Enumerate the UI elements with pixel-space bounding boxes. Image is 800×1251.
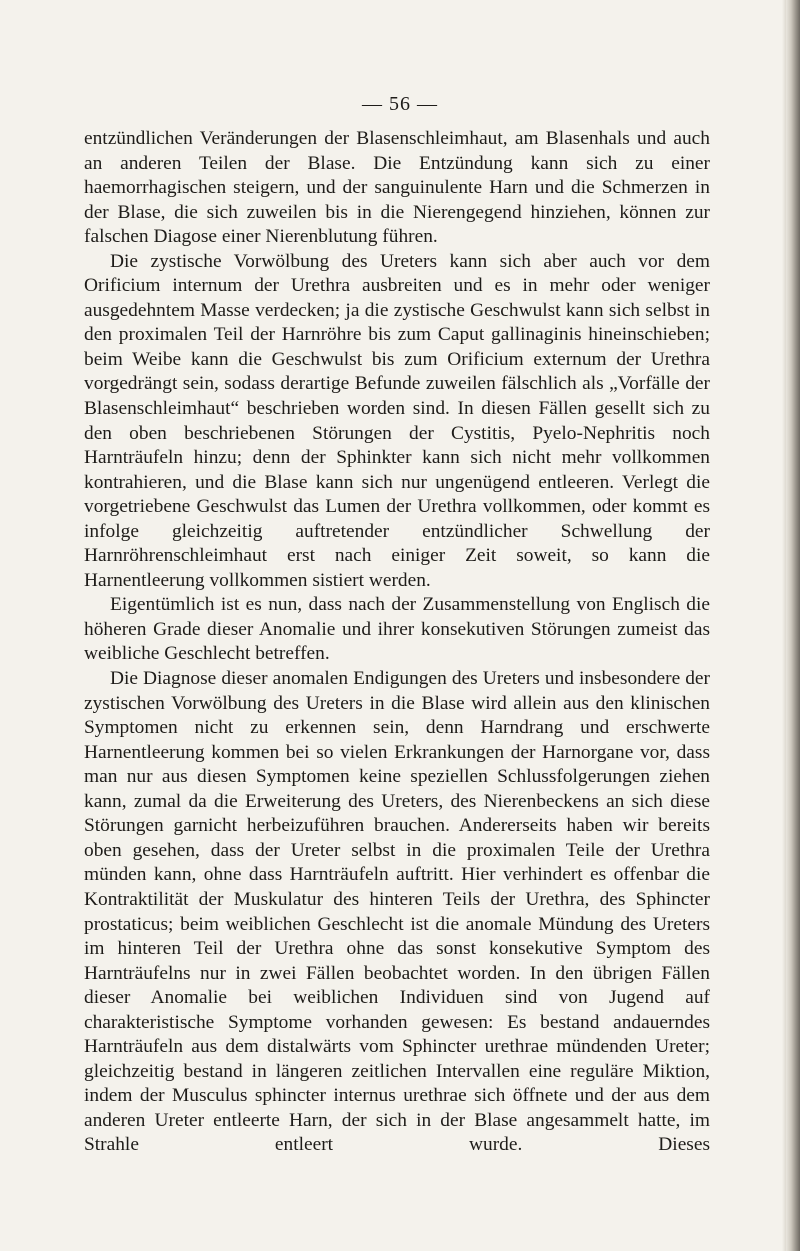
page-number: — 56 — (362, 93, 438, 115)
paragraph: Die Diagnose dieser anomalen Endigungen des Ureters und insbesondere der zystischen Vorwölbung des Ureters in die Blase wird allein aus den klinischen Symptomen nicht zu erkennen sein, denn Harndrang und erschwerte Harnentleerung kommen bei so vielen Erkrankungen der Harnorgane vor, dass man nur aus diesen Symptomen keine speziellen Schlussfolgerungen ziehen kann, zumal da die Erweiterung des Ureters, des Nierenbeckens an sich diese Störungen garnicht herbeizuführen brauchen. Andererseits haben wir bereits oben gesehen, dass der Ureter selbst in die proximalen Teile der Urethra münden kann, ohne dass Harnträufeln auftritt. Hier verhindert es offenbar die Kontraktilität der Muskulatur des hinteren Teils der Urethra, des Sphincter prostaticus; beim weiblichen Geschlecht ist die anomale Mündung des Ureters im hinteren Teil der Urethra ohne das sonst konsekutive Symptom des Harnträufelns nur in zwei Fällen beobachtet worden. In den übrigen Fällen dieser Anomalie bei weiblichen Individuen sind von Jugend auf charakteristische Symptome vorhanden gewesen: Es bestand andauerndes Harnträufeln aus dem distalwärts vom Sphincter urethrae mündenden Ureter; gleichzeitig bestand in längeren zeitlichen Intervallen eine reguläre Miktion, indem der Musculus sphincter internus urethrae sich öffnete und der aus dem anderen Ureter entleerte Harn, der sich in der Blase angesammelt hatte, im Strahle entleert wurde. Dieses (84, 668, 710, 1156)
paragraph: Die zystische Vorwölbung des Ureters kann sich aber auch vor dem Orificium internum der Urethra ausbreiten und es in mehr oder weniger ausgedehntem Masse verdecken; ja die zystische Geschwulst kann sich selbst in den proximalen Teil der Harnröhre bis zum Caput gallinaginis hineinschieben; beim Weibe kann die Geschwulst bis zum Orificium externum der Urethra vorgedrängt sein, sodass derartige Befunde zuweilen fälschlich als „Vorfälle der Blasenschleimhaut“ beschrieben worden sind. In diesen Fällen gesellt sich zu den oben beschriebenen Störungen der Cystitis, Pyelo-Nephritis noch Harnträufeln hinzu; denn der Sphinkter kann sich nicht mehr vollkommen kontrahieren, und die Blase kann sich nur ungenügend entleeren. Verlegt die vorgetriebene Geschwulst das Lumen der Urethra vollkommen, oder kommt es infolge gleichzeitig auftretender entzündlicher Schwellung der Harnröhrenschleimhaut erst nach einiger Zeit soweit, so kann die Harnentleerung vollkommen sistiert werden. (84, 250, 710, 591)
paragraph: Eigentümlich ist es nun, dass nach der Zusammenstellung von Englisch die höheren Grade dieser Anomalie und ihrer konsekutiven Störungen zumeist das weibliche Geschlecht betreffen. (84, 594, 710, 665)
book-spine-edge (786, 0, 800, 1251)
paragraph: entzündlichen Veränderungen der Blasenschleimhaut, am Blasenhals und auch an anderen Teilen der Blase. Die Entzündung kann sich zu einer haemorrhagischen steigern, und der sanguinulente Harn und die Schmerzen in der Blase, die sich zuweilen bis in die Nierengegend hinziehen, können zur falschen Diagose einer Nierenblutung führen. (84, 128, 710, 248)
body-text (84, 127, 710, 1158)
